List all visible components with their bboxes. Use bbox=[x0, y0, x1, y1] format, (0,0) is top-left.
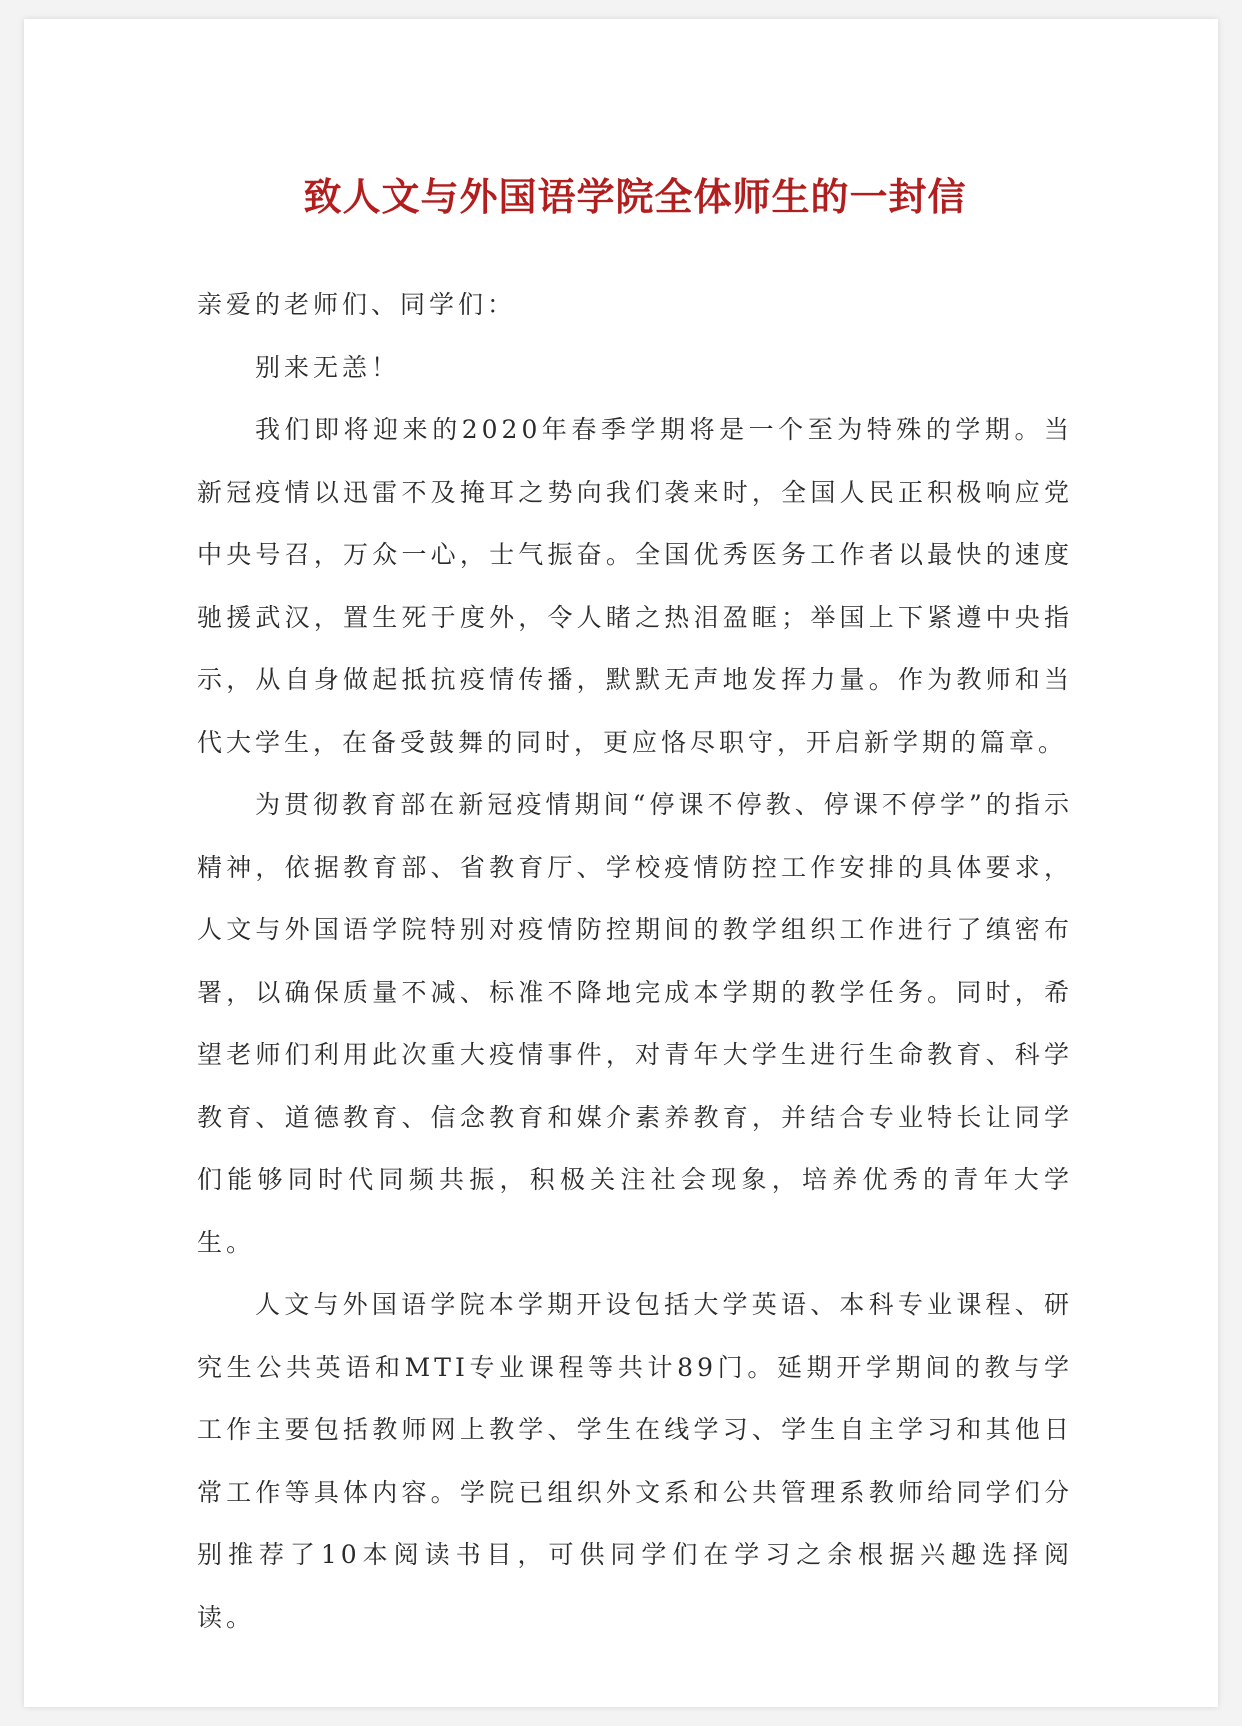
paragraph-semester-intro: 我们即将迎来的2020年春季学期将是一个至为特殊的学期。当新冠疫情以迅雷不及掩耳之势向我们袭来时，全国人民正积极响应党中央号召，万众一心，士气振奋。全国优秀医务工作者以最快的速度驰援武汉，置生死于度外，令人睹之热泪盈眶；举国上下紧遵中央指示，从自身做起抵抗疫情传播，默默无声地发挥力量。作为教师和当代大学生，在备受鼓舞的同时，更应恪尽职守，开启新学期的篇章。 bbox=[197, 415, 1073, 757]
letter-content bbox=[197, 169, 1073, 1649]
letter-title: 致人文与外国语学院全体师生的一封信 bbox=[303, 174, 967, 219]
paragraph-salutation: 别来无恙！ bbox=[255, 352, 401, 382]
document-page bbox=[24, 19, 1218, 1707]
letter-greeting: 亲爱的老师们、同学们： bbox=[197, 290, 517, 319]
letter-body bbox=[197, 274, 1073, 1649]
paragraph-teaching-arrangement: 为贯彻教育部在新冠疫情期间“停课不停教、停课不停学”的指示精神，依据教育部、省教育厅、学校疫情防控工作安排的具体要求，人文与外国语学院特别对疫情防控期间的教学组织工作进行了缜密布署，以确保质量不减、标准不降地完成本学期的教学任务。同时，希望老师们利用此次重大疫情事件，对青年大学生进行生命教育、科学教育、道德教育、信念教育和媒介素养教育，并结合专业特长让同学们能够同时代同频共振，积极关注社会现象，培养优秀的青年大学生。 bbox=[197, 790, 1073, 1257]
paragraph-course-offering: 人文与外国语学院本学期开设包括大学英语、本科专业课程、研究生公共英语和MTI专业课程等共计89门。延期开学期间的教与学工作主要包括教师网上教学、学生在线学习、学生自主学习和其他日常工作等具体内容。学院已组织外文系和公共管理系教师给同学们分别推荐了10本阅读书目，可供同学们在学习之余根据兴趣选择阅读。 bbox=[197, 1290, 1073, 1632]
